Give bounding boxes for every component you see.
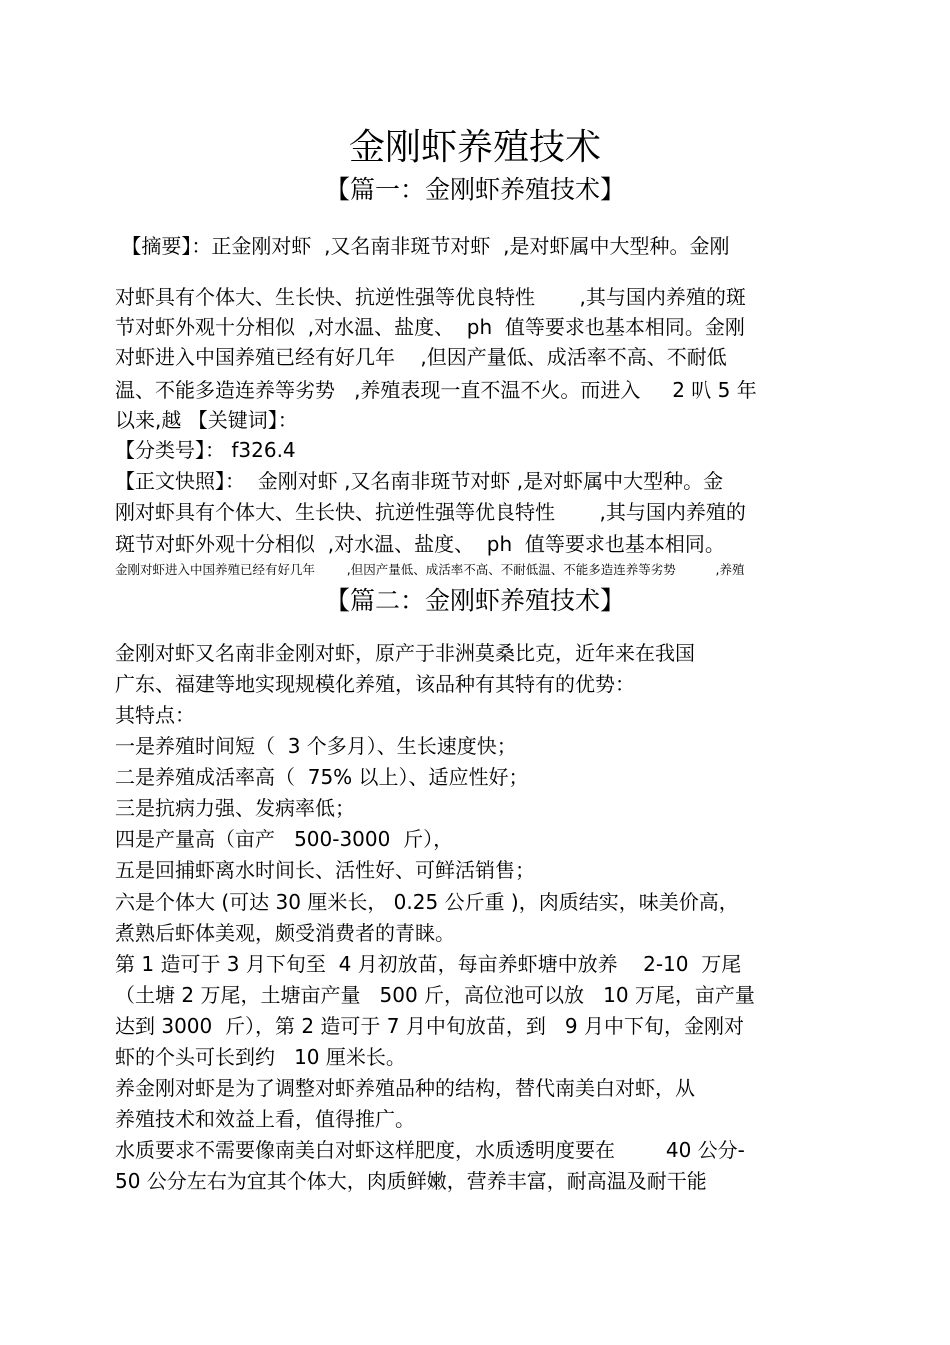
list-item: 一是养殖时间短（ 3 个多月）、生长速度快； — [115, 734, 517, 758]
snapshot-line-small: 金刚对虾进入中国养殖已经有好几年 ,但因产量低、成活率不高、不耐低温、不能多造连养等劣势 ,养殖 — [115, 562, 745, 577]
list-item: 三是抗病力强、发病率低； — [115, 796, 355, 820]
paragraph-line: 节对虾外观十分相似 ,对水温、盐度、 ph 值等要求也基本相同。金刚 — [115, 315, 745, 339]
paragraph-line: 其特点： — [115, 703, 195, 727]
paragraph-line: 金刚对虾又名南非金刚对虾，原产于非洲莫桑比克，近年来在我国 — [115, 641, 695, 665]
classification-line: 【分类号】： f326.4 — [115, 438, 296, 462]
paragraph-line: 【摘要】：正金刚对虾 ,又名南非斑节对虾 ,是对虾属中大型种。金刚 — [115, 234, 730, 258]
list-item: 六是个体大 (可达 30 厘米长， 0.25 公斤重 )，肉质结实，味美价高， — [115, 890, 739, 914]
paragraph-line: 煮熟后虾体美观，颇受消费者的青睐。 — [115, 921, 455, 945]
section-heading-1: 【篇一：金刚虾养殖技术】 — [324, 175, 625, 204]
paragraph-line: 50 公分左右为宜其个体大，肉质鲜嫩，营养丰富，耐高温及耐干能 — [115, 1169, 707, 1193]
paragraph-line: 广东、福建等地实现规模化养殖，该品种有其特有的优势： — [115, 672, 635, 696]
paragraph-line: 达到 3000 斤），第 2 造可于 7 月中旬放苗，到 9 月中下旬，金刚对 — [115, 1014, 745, 1038]
snapshot-line: 斑节对虾外观十分相似 ,对水温、盐度、 ph 值等要求也基本相同。 — [115, 532, 725, 556]
snapshot-line: 刚对虾具有个体大、生长快、抗逆性强等优良特性 ,其与国内养殖的 — [115, 500, 746, 524]
paragraph-line: 养殖技术和效益上看，值得推广。 — [115, 1107, 415, 1131]
list-item: 四是产量高（亩产 500-3000 斤）， — [115, 827, 454, 851]
list-item: 二是养殖成活率高（ 75% 以上）、适应性好； — [115, 765, 529, 789]
paragraph-line: 对虾进入中国养殖已经有好几年 ,但因产量低、成活率不高、不耐低 — [115, 345, 727, 369]
paragraph-line: 养金刚对虾是为了调整对虾养殖品种的结构，替代南美白对虾，从 — [115, 1076, 695, 1100]
paragraph-line: 虾的个头可长到约 10 厘米长。 — [115, 1045, 406, 1069]
section-heading-2: 【篇二：金刚虾养殖技术】 — [324, 586, 625, 615]
list-item: 五是回捕虾离水时间长、活性好、可鲜活销售； — [115, 858, 535, 882]
paragraph-line: 温、不能多造连养等劣势 ,养殖表现一直不温不火。而进入 2 叭 5 年 — [115, 378, 757, 402]
paragraph-line: （土塘 2 万尾，土塘亩产量 500 斤，高位池可以放 10 万尾，亩产量 — [115, 983, 755, 1007]
paragraph-line: 水质要求不需要像南美白对虾这样肥度，水质透明度要在 40 公分- — [115, 1138, 745, 1162]
document-title: 金刚虾养殖技术 — [348, 127, 601, 168]
keywords-line: 以来,越 【关键词】： — [115, 408, 298, 432]
paragraph-line: 第 1 造可于 3 月下旬至 4 月初放苗，每亩养虾塘中放养 2-10 万尾 — [115, 952, 742, 976]
snapshot-line: 【正文快照】： 金刚对虾 ,又名南非斑节对虾 ,是对虾属中大型种。金 — [115, 469, 724, 493]
paragraph-line: 对虾具有个体大、生长快、抗逆性强等优良特性 ,其与国内养殖的斑 — [115, 285, 746, 309]
